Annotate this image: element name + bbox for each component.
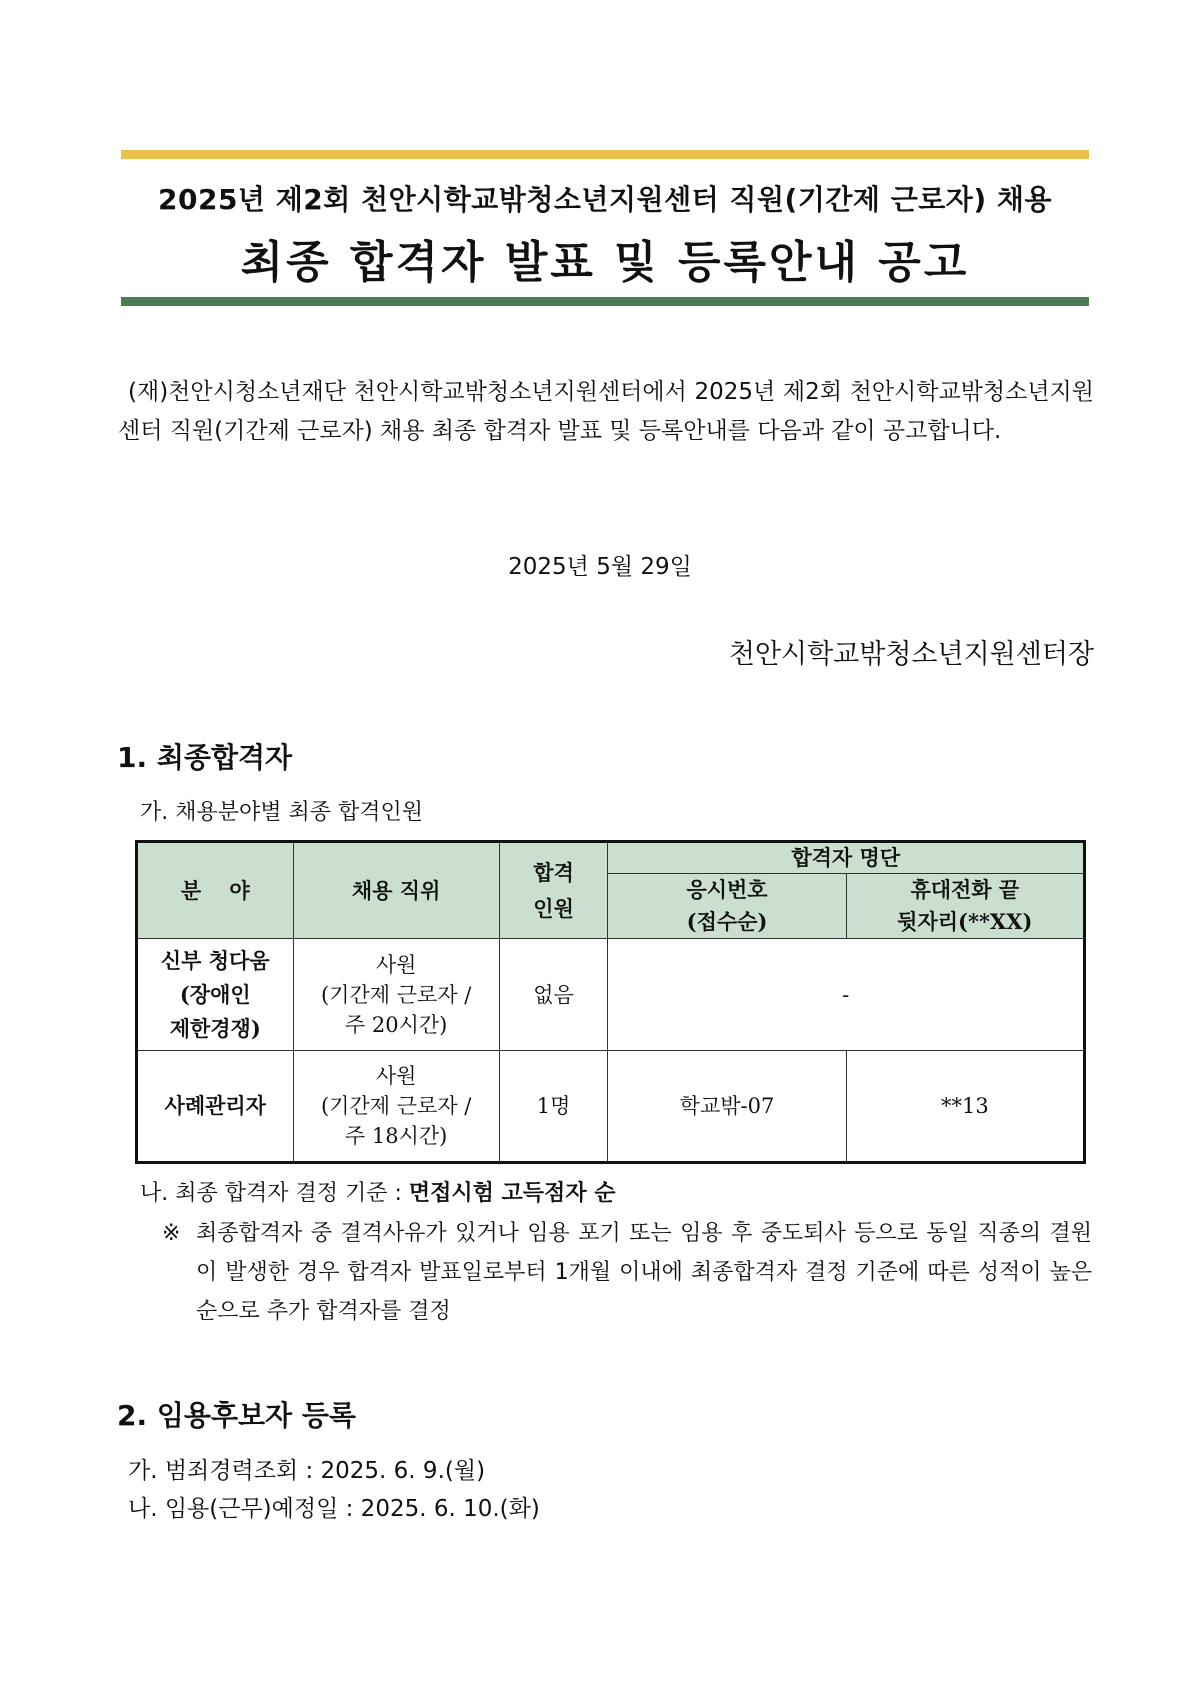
cell-exam-no: 학교밖-07 [608,1051,846,1163]
notice-title: 최종 합격자 발표 및 등록안내 공고 [240,237,970,288]
th-phone: 휴대전화 끝 뒷자리(**XX) [846,874,1084,939]
intro-text: (재)천안시청소년재단 천안시학교밖청소년지원센터에서 2025년 제2회 천안시학교밖청소년지원센터 직원(기간제 근로자) 채용 최종 합격자 발표 및 등록안내를 다음과 같이 공고합니다. [118,379,1094,444]
note-text: 최종합격자 중 결격사유가 있거나 임용 포기 또는 임용 후 중도퇴사 등으로 동일 직종의 결원이 발생한 경우 합격자 발표일로부터 1개월 이내에 최종합격자 결정 기준에 따른 성적이 높은 순으로 추가 합격자를 결정 [196,1221,1092,1324]
reference-mark: ※ [162,1221,181,1246]
th-field: 분 야 [137,842,294,939]
cell-field: 신부 청다움 (장애인 제한경쟁) [137,939,294,1051]
notice-subtitle: 2025년 제2회 천안시학교밖청소년지원센터 직원(기간제 근로자) 채용 [158,183,1052,216]
section-1-sub-a: 가. 채용분야별 최종 합격인원 [140,800,423,825]
criteria-label: 나. 최종 합격자 결정 기준 : [140,1181,409,1206]
th-roster: 합격자 명단 [608,842,1085,874]
final-pass-table [135,840,1086,1164]
additional-pass-note [162,1214,1092,1331]
intro-paragraph [118,373,1094,451]
notice-issuer: 천안시학교밖청소년지원센터장 [728,639,1094,670]
section-1-sub-b [140,1176,615,1207]
cell-position: 사원 (기간제 근로자 / 주 20시간) [293,939,499,1051]
cell-phone: **13 [846,1051,1084,1163]
th-count: 합격 인원 [499,842,608,939]
th-position: 채용 직위 [293,842,499,939]
section-2-item-a: 가. 범죄경력조회 : 2025. 6. 9.(월) [128,1458,486,1484]
header-bottom-bar [121,297,1089,306]
table-row [137,939,1085,1051]
cell-field: 사례관리자 [137,1051,294,1163]
section-2-title: 2. 임용후보자 등록 [117,1399,356,1432]
section-2-item-b: 나. 임용(근무)예정일 : 2025. 6. 10.(화) [128,1496,540,1522]
header-top-bar [121,150,1089,159]
table-header-row [137,842,1085,874]
cell-count: 1명 [499,1051,608,1163]
cell-position: 사원 (기간제 근로자 / 주 18시간) [293,1051,499,1163]
table-row [137,1051,1085,1163]
th-exam-no: 응시번호 (접수순) [608,874,846,939]
cell-roster: - [608,939,1085,1051]
cell-count: 없음 [499,939,608,1051]
notice-date: 2025년 5월 29일 [508,554,692,580]
section-1-title: 1. 최종합격자 [117,741,293,774]
criteria-value: 면접시험 고득점자 순 [408,1181,616,1206]
